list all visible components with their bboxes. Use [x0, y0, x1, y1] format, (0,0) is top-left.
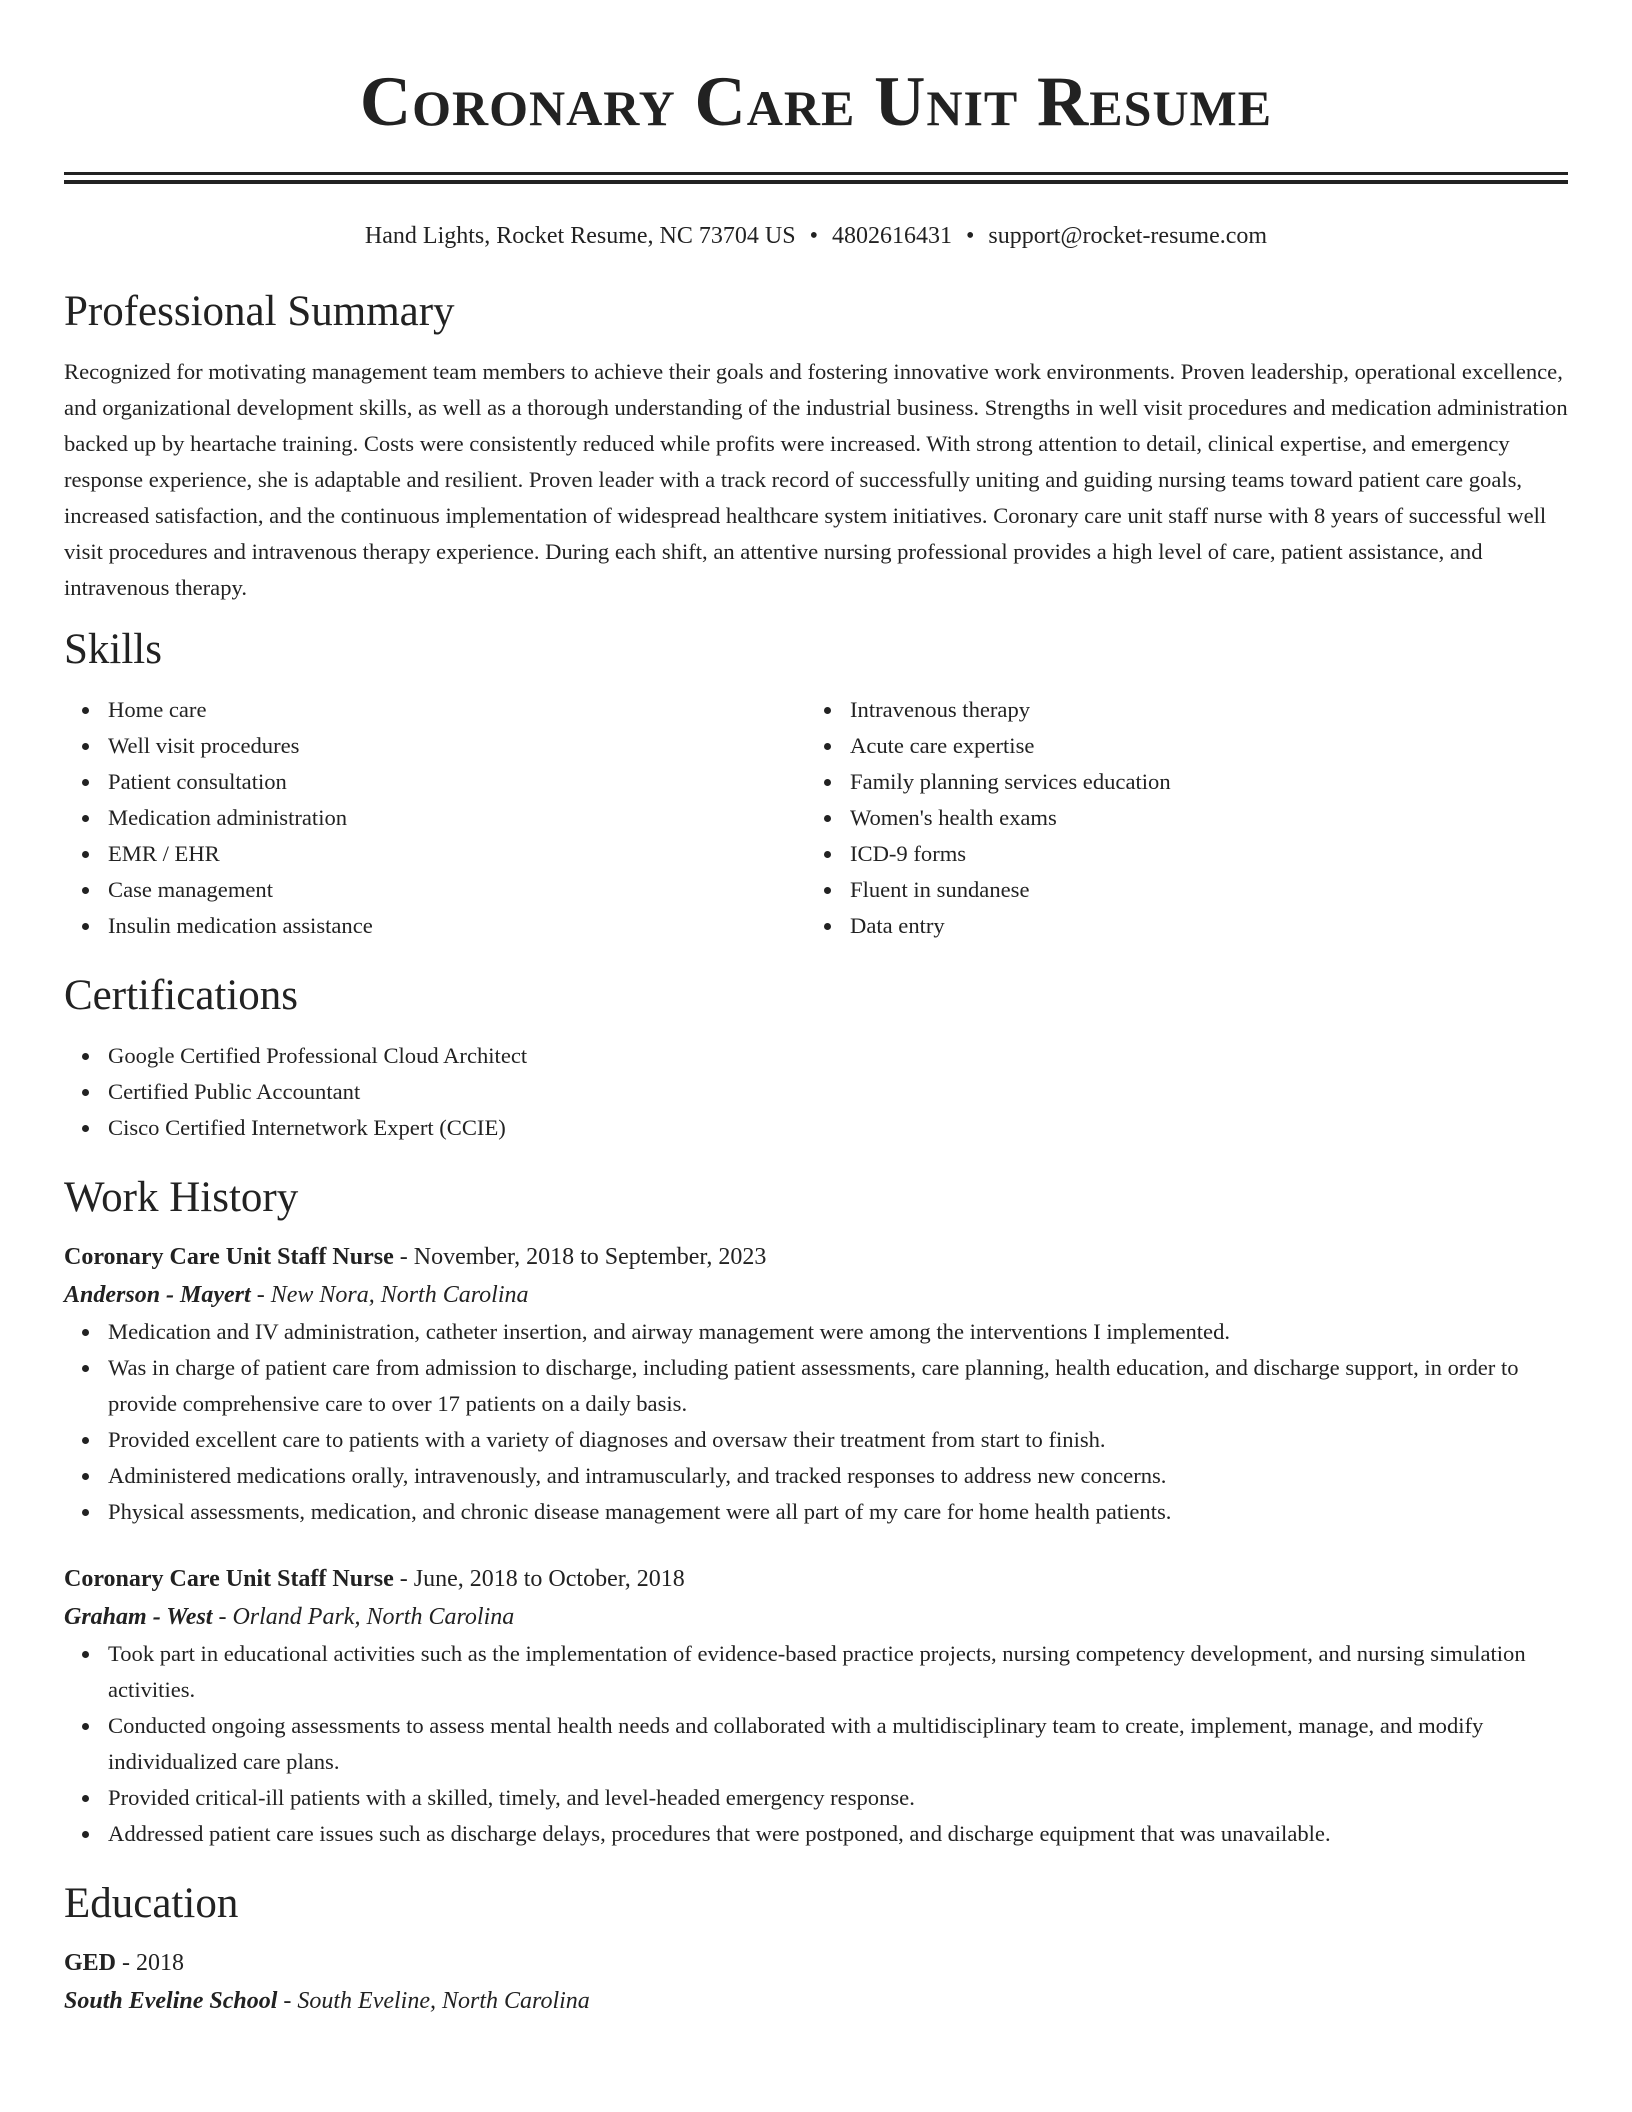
education-section	[64, 1876, 1568, 2020]
job-dash: -	[212, 1604, 233, 1630]
work-history-section	[64, 1170, 1568, 1852]
skill-item: ICD-9 forms	[850, 836, 1548, 872]
job-bullet: Physical assessments, medication, and chronic disease management were all part of my care for home health patients.	[108, 1494, 1568, 1530]
job-location: Orland Park, North Carolina	[232, 1604, 515, 1630]
resume-title: Coronary Care Unit Resume	[359, 63, 1273, 141]
skill-item: EMR / EHR	[108, 836, 806, 872]
job-company-line	[64, 1598, 1568, 1636]
contact-separator: •	[965, 223, 975, 249]
job-entry	[64, 1560, 1568, 1852]
job-title-line	[64, 1560, 1568, 1598]
job-bullet: Provided excellent care to patients with a variety of diagnoses and oversaw their treatment from start to finish.	[108, 1422, 1568, 1458]
summary-text: Recognized for motivating management team members to achieve their goals and fostering innovative work environments. Proven leadership, operational excellence, and organizational development skills, as well as a thorough understanding of the industrial business. Strengths in well visit procedures and medication administration backed up by heartache training. Costs were consistently reduced while profits were increased. With strong attention to detail, clinical expertise, and emergency response experience, she is adaptable and resilient. Proven leader with a track record of successfully uniting and guiding nursing teams toward patient care goals, increased satisfaction, and the continuous implementation of widespread healthcare system initiatives. Coronary care unit staff nurse with 8 years of successful well visit procedures and intravenous therapy experience. During each shift, an attentive nursing professional provides a high level of care, patient assistance, and intravenous therapy.	[64, 359, 1568, 600]
job-dates: November, 2018 to September, 2023	[413, 1244, 767, 1270]
skills-column-left	[64, 692, 806, 944]
summary-section	[64, 284, 1568, 606]
job-entry	[64, 1238, 1568, 1530]
skill-item: Family planning services education	[850, 764, 1548, 800]
job-role: Coronary Care Unit Staff Nurse	[64, 1566, 394, 1592]
skill-item: Case management	[108, 872, 806, 908]
certification-item: Certified Public Accountant	[108, 1074, 1568, 1110]
job-company: Anderson - Mayert	[64, 1282, 251, 1308]
skill-item: Insulin medication assistance	[108, 908, 806, 944]
job-title-line	[64, 1238, 1568, 1276]
education-entry	[64, 1944, 1568, 2020]
job-dash: -	[393, 1244, 414, 1270]
job-bullet: Administered medications orally, intravenously, and intramuscularly, and tracked responses to address new concerns.	[108, 1458, 1568, 1494]
contact-phone: 4802616431	[831, 223, 952, 249]
skill-item: Well visit procedures	[108, 728, 806, 764]
job-dash: -	[393, 1566, 414, 1592]
education-dash: -	[277, 1988, 298, 2014]
education-school-line	[64, 1982, 1568, 2020]
skills-column-right	[806, 692, 1548, 944]
job-bullet: Addressed patient care issues such as discharge delays, procedures that were postponed, and discharge equipment that was unavailable.	[108, 1816, 1568, 1852]
skill-item: Home care	[108, 692, 806, 728]
skill-item: Patient consultation	[108, 764, 806, 800]
certification-item: Google Certified Professional Cloud Architect	[108, 1038, 1568, 1074]
skill-item: Data entry	[850, 908, 1548, 944]
education-degree: GED	[64, 1950, 117, 1976]
job-company: Graham - West	[64, 1604, 213, 1630]
education-location: South Eveline, North Carolina	[297, 1988, 590, 2014]
skills-grid	[64, 692, 1568, 944]
certification-item: Cisco Certified Internetwork Expert (CCIE)	[108, 1110, 1568, 1146]
job-dash: -	[250, 1282, 271, 1308]
education-year: 2018	[136, 1950, 185, 1976]
certifications-section	[64, 968, 1568, 1146]
work-history-heading: Work History	[64, 1174, 299, 1221]
title-divider-top	[64, 172, 1568, 175]
job-company-line	[64, 1276, 1568, 1314]
title-divider-bottom	[64, 180, 1568, 184]
contact-separator: •	[809, 223, 818, 249]
job-bullet: Medication and IV administration, catheter insertion, and airway management were among the interventions I implemented.	[108, 1314, 1568, 1350]
skill-item: Intravenous therapy	[850, 692, 1548, 728]
education-heading: Education	[64, 1880, 239, 1927]
job-bullet: Provided critical-ill patients with a skilled, timely, and level-headed emergency response.	[108, 1780, 1568, 1816]
job-bullet: Conducted ongoing assessments to assess mental health needs and collaborated with a multidisciplinary team to create, implement, manage, and modify individualized care plans.	[108, 1708, 1568, 1780]
skill-item: Fluent in sundanese	[850, 872, 1548, 908]
skill-item: Acute care expertise	[850, 728, 1548, 764]
skill-item: Women's health exams	[850, 800, 1548, 836]
job-dates: June, 2018 to October, 2018	[413, 1566, 685, 1592]
education-school: South Eveline School	[64, 1988, 278, 2014]
summary-heading: Professional Summary	[64, 288, 455, 335]
job-bullet: Took part in educational activities such as the implementation of evidence-based practice projects, nursing competency development, and nursing simulation activities.	[108, 1636, 1568, 1708]
certifications-heading: Certifications	[64, 972, 299, 1019]
contact-line	[64, 220, 1568, 252]
job-bullet: Was in charge of patient care from admission to discharge, including patient assessments, care planning, health education, and discharge support, in order to provide comprehensive care to over 17 patients on a daily basis.	[108, 1350, 1568, 1422]
job-location: New Nora, North Carolina	[270, 1282, 529, 1308]
skills-heading: Skills	[64, 626, 162, 673]
skills-section	[64, 622, 1568, 944]
contact-email: support@rocket-resume.com	[988, 223, 1268, 249]
contact-address: Hand Lights, Rocket Resume, NC 73704 US	[364, 223, 796, 249]
education-dash: -	[116, 1950, 137, 1976]
education-degree-line	[64, 1944, 1568, 1982]
skill-item: Medication administration	[108, 800, 806, 836]
job-role: Coronary Care Unit Staff Nurse	[64, 1244, 394, 1270]
